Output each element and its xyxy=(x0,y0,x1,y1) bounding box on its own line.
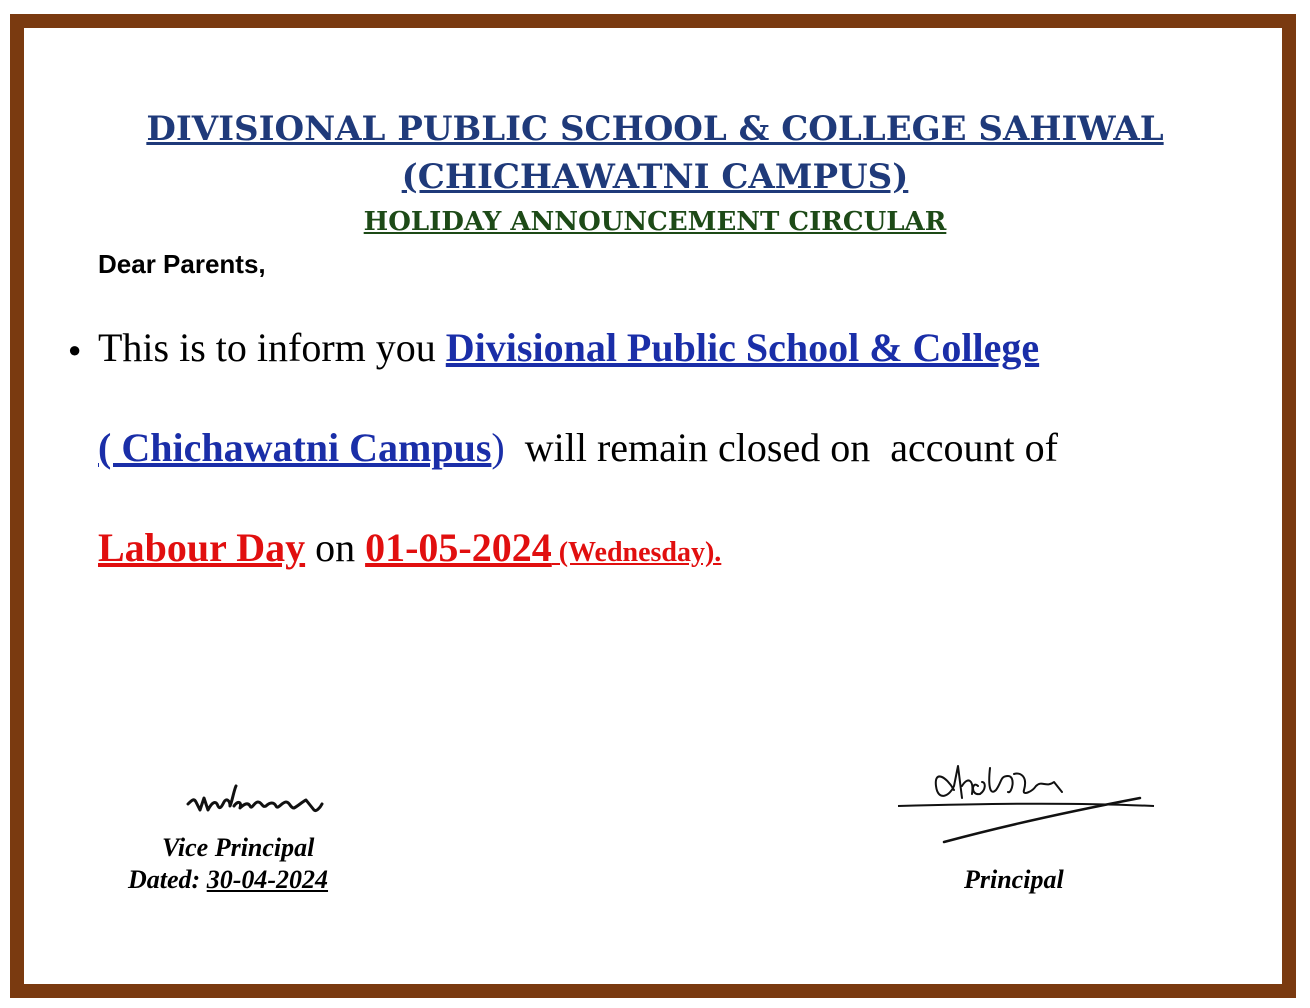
border-bottom xyxy=(10,984,1296,998)
principal-signature xyxy=(896,746,1166,846)
campus-heading: (CHICHAWATNI CAMPUS) xyxy=(401,157,909,197)
circular-title: HOLIDAY ANNOUNCEMENT CIRCULAR xyxy=(363,207,947,237)
closed-text: will remain closed on account of xyxy=(504,425,1058,470)
dated-label: Dated: xyxy=(128,865,207,894)
paragraph-line-3 xyxy=(98,524,721,577)
on-word: on xyxy=(305,525,366,570)
closing-paren: ) xyxy=(491,425,505,470)
bullet-icon: ● xyxy=(68,337,82,362)
intro-text: This is to inform you xyxy=(98,325,446,370)
vice-principal-signature xyxy=(182,776,332,826)
school-name-heading: DIVISIONAL PUBLIC SCHOOL & COLLEGE SAHIWAL xyxy=(146,109,1164,149)
campus-link: ( Chichawatni Campus xyxy=(98,425,492,470)
greeting: Dear Parents, xyxy=(98,249,266,279)
dated-line xyxy=(128,864,328,896)
paragraph-line-1 xyxy=(98,324,1039,372)
paragraph-line-2 xyxy=(98,424,1058,472)
principal-title: Principal xyxy=(964,865,1064,894)
school-name-link: Divisional Public School & College xyxy=(445,325,1040,370)
holiday-name: Labour Day xyxy=(98,525,306,570)
holiday-weekday: (Wednesday). xyxy=(551,537,722,568)
dated-value: 30-04-2024 xyxy=(206,865,329,894)
holiday-date: 01-05-2024 xyxy=(365,525,552,570)
vice-principal-title: Vice Principal xyxy=(162,833,315,862)
border-top xyxy=(10,14,1296,28)
